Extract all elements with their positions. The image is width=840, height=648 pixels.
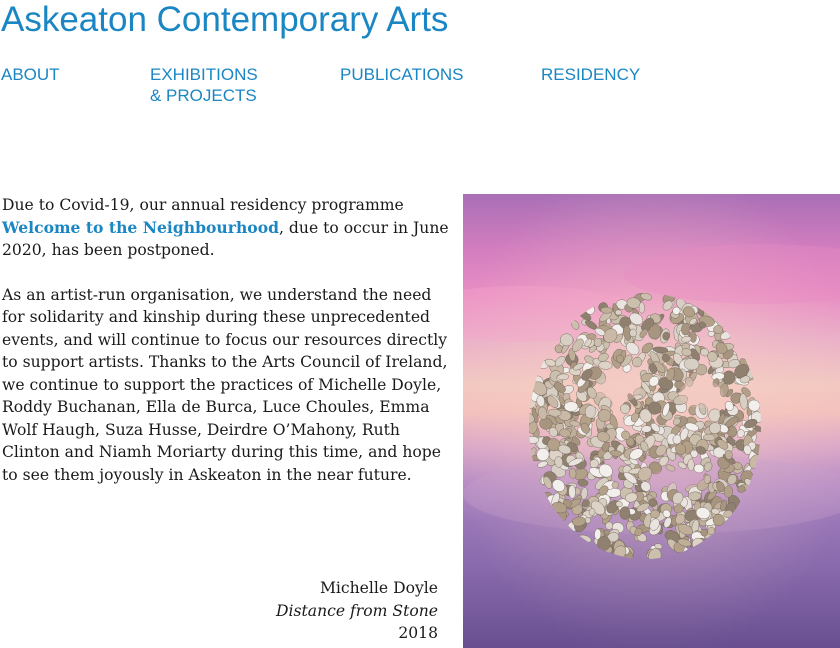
pebble (662, 332, 670, 341)
mask-mouth-hole (650, 469, 706, 489)
p1-text-before: Due to Covid-19, our annual residency programme (2, 196, 404, 214)
artwork-caption (276, 577, 438, 645)
paragraph-postponed (2, 194, 450, 262)
nav-residency[interactable]: RESIDENCY (541, 65, 641, 84)
pebble (586, 333, 596, 340)
residency-programme-link[interactable]: Welcome to the Neighbourhood (2, 217, 279, 237)
caption-artist: Michelle Doyle (319, 579, 438, 597)
pebble (639, 302, 645, 313)
pebble (585, 517, 591, 523)
nav-exhibitions-line1: EXHIBITIONS (150, 65, 258, 84)
nav-exhibitions-projects[interactable] (150, 64, 258, 106)
mask-eye-hole (679, 380, 723, 408)
pebble (722, 371, 735, 385)
pebble (615, 310, 621, 315)
pebble (688, 459, 695, 471)
artwork-image (463, 194, 840, 648)
pebble (605, 522, 613, 530)
pebble (630, 329, 637, 337)
site-title[interactable]: Askeaton Contemporary Arts (1, 0, 449, 39)
mask-eye-hole (595, 376, 641, 402)
p1-text-after: , due to occur in June 2020, has been postponed. (2, 218, 449, 259)
main-nav (0, 64, 840, 114)
pebble (641, 425, 651, 432)
caption-year: 2018 (398, 624, 438, 642)
main-content (2, 194, 450, 508)
stone-mask-artwork (463, 194, 840, 648)
nav-about[interactable]: ABOUT (1, 65, 60, 84)
nav-exhibitions-line2: & PROJECTS (150, 86, 257, 105)
caption-title: Distance from Stone (276, 601, 438, 620)
pebble (564, 401, 578, 411)
nav-publications[interactable]: PUBLICATIONS (340, 65, 464, 84)
paragraph-solidarity: As an artist-run organisation, we understand the need for solidarity and kinship during these unprecedented events, and will continue to focus our resources directly to support artists. Thanks to the Arts Council of Ireland, we continue to support the practices of Michelle Doyle, Roddy Buchanan, Ella de Burca, Luce Choules, Emma Wolf Haugh, Suza Husse, Deirdre O’Mahony, Ruth Clinton and Niamh Moriarty during this time, and hope to see them joyously in Askeaton in the near future. (2, 285, 448, 484)
